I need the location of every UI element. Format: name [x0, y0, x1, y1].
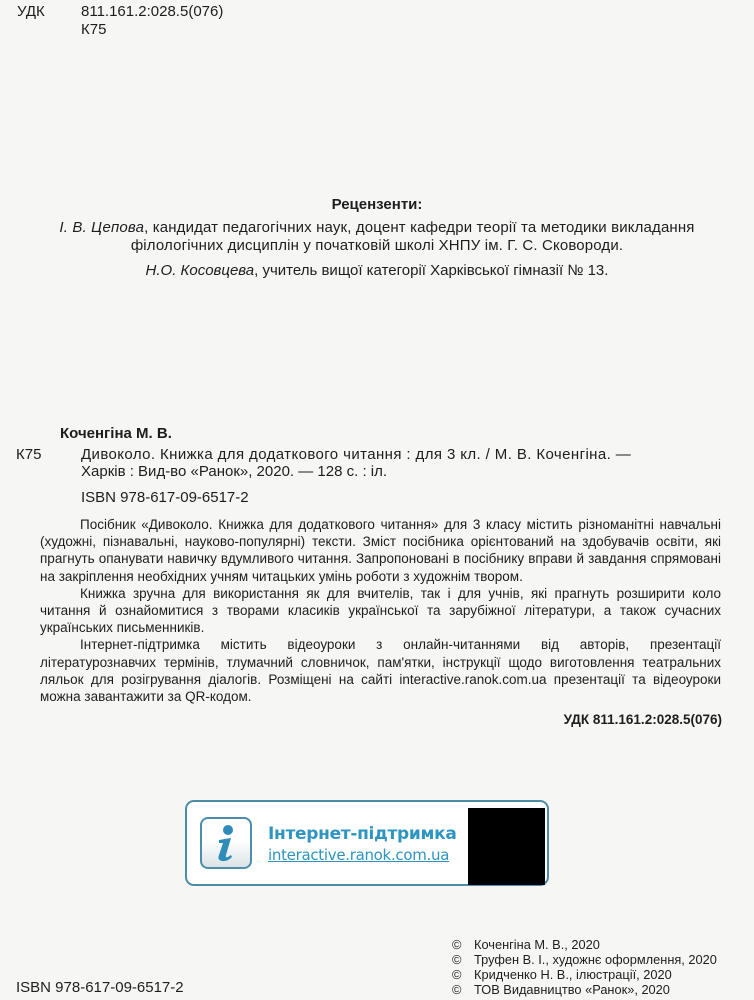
udk-footer: УДК 811.161.2:028.5(076): [563, 712, 722, 727]
info-icon: [200, 817, 252, 869]
copyright-icon: ©: [452, 967, 462, 982]
copyright-icon: ©: [452, 982, 462, 997]
reviewer-2-name: Н.О. Косовцева: [145, 262, 255, 279]
copyright-block: [452, 937, 717, 997]
reviewers-heading: Рецензенти:: [331, 196, 423, 213]
copyright-line: © Труфен В. І., художнє оформлення, 2020: [452, 952, 717, 967]
reviewer-2: [0, 262, 754, 280]
udk-code: 811.161.2:028.5(076): [81, 3, 224, 20]
copyright-line: © Коченгіна М. В., 2020: [452, 937, 600, 952]
bibliographic-line-1: Дивоколо. Книжка для додаткового читання : для 3 кл. / М. В. Коченгіна. —: [81, 446, 632, 463]
copyright-line: © Кридченко Н. В., ілюстрації, 2020: [452, 967, 672, 982]
isbn-footer: ISBN 978-617-09-6517-2: [16, 979, 184, 996]
isbn: ISBN 978-617-09-6517-2: [81, 489, 249, 506]
reviewer-1: [18, 219, 736, 255]
annotation-paragraph: Книжка зручна для використання як для вчителів, так і для учнів, які прагнуть розширити коло читання й ознайомитися з творами класиків української та зарубіжної літератури, а також сучасних українських письменників.: [40, 585, 721, 636]
annotation: [40, 516, 721, 705]
udk-label: УДК: [17, 3, 45, 20]
info-i-glyph-icon: [202, 819, 250, 867]
copyright-icon: ©: [452, 952, 462, 967]
reviewer-1-name: І. В. Цепова: [59, 219, 145, 236]
bibliographic-line-2: Харків : Вид-во «Ранок», 2020. — 128 с. : іл.: [81, 463, 388, 480]
qr-code: [468, 808, 545, 885]
book-author: Коченгіна М. В.: [60, 425, 172, 442]
author-mark-side: К75: [16, 446, 42, 463]
copyright-icon: ©: [452, 937, 462, 952]
reviewer-1-description: , кандидат педагогічних наук, доцент кафедри теорії та методики викладання філологічних дисциплін у початковій школі ХНПУ ім. Г. С. Сковороди.: [130, 219, 695, 254]
author-mark: К75: [81, 21, 107, 38]
annotation-paragraph: Інтернет-підтримка містить відеоуроки з онлайн-читаннями від авторів, презентації літературознавчих термінів, тлумачний словничок, пам'ятки, інструкції щодо виготовлення театральних ляльок для розігрування діалогів. Розміщені на сайті interactive.ranok.com.ua презентації та відеоуроки можна завантажити за QR-кодом.: [40, 637, 721, 705]
support-title: Інтернет-підтримка: [268, 824, 457, 844]
internet-support-banner: [185, 800, 549, 886]
reviewer-2-description: , учитель вищої категорії Харківської гімназії № 13.: [254, 262, 609, 279]
annotation-paragraph: Посібник «Дивоколо. Книжка для додаткового читання» для 3 класу містить різноманітні навчальні (художні, пізнавальні, науково-популярні) тексти. Зміст посібника орієнтований на здобувачів освіти, які прагнуть опанувати навичку вдумливого читання. Запропоновані в посібнику вправи й завдання спрямовані на закріплення необхідних учням читацьких умінь роботи з художнім твором.: [40, 517, 721, 584]
support-url-link[interactable]: interactive.ranok.com.ua: [268, 846, 450, 864]
copyright-line: © ТОВ Видавництво «Ранок», 2020: [452, 982, 670, 997]
